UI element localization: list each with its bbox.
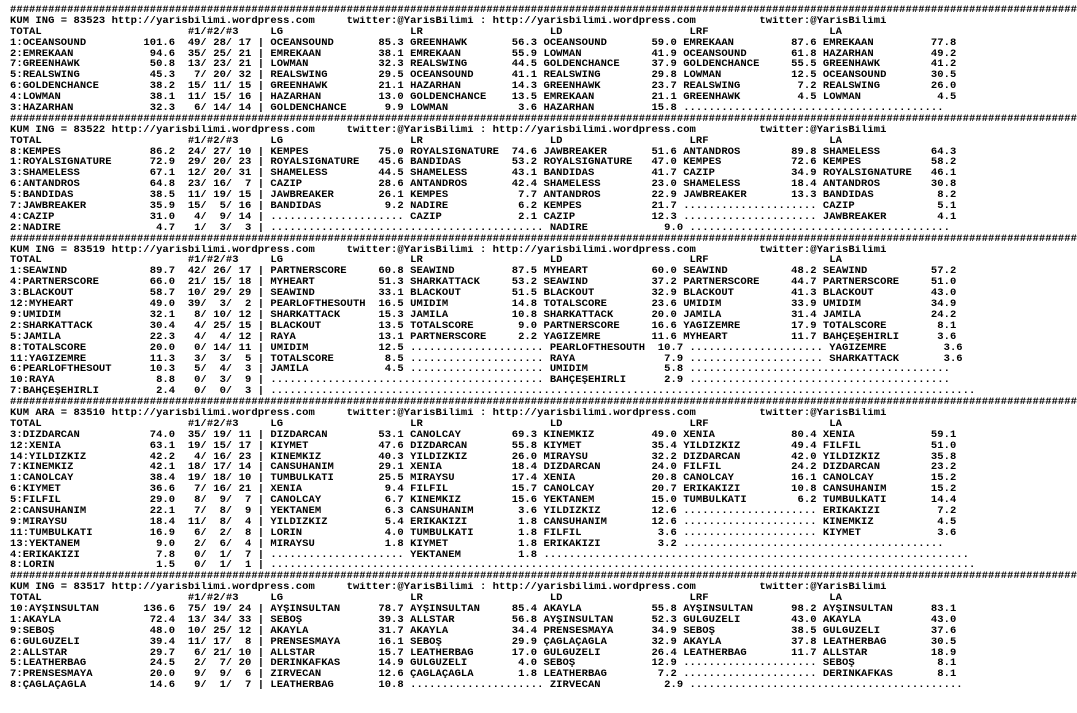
table-row: 10:AYŞINSULTAN 136.6 75/ 19/ 24 | AYŞINSULTAN 78.7 AYŞINSULTAN 85.4 AKAYLA 55.8 AYŞINSULTAN 98.2 AYŞINSULTAN 83.1 — [10, 603, 957, 615]
table-row: 3:DİZDARCAN 74.0 35/ 19/ 11 | DİZDARCAN 53.1 CANOLCAY 69.3 KİNEMKIZ 49.0 XENİA 80.4 XENİA 59.1 — [10, 429, 957, 441]
table-row: 5:REALSWING 45.3 7/ 20/ 32 | REALSWING 29.5 OCEANSOUND 41.1 REALSWING 29.8 LOWMAN 12.5 OCEANSOUND 30.5 — [10, 70, 957, 82]
table-row: 6:GOLDENCHANCE 38.2 15/ 11/ 15 | GREENHAWK 21.1 HAZARHAN 14.3 GREENHAWK 23.7 REALSWING 7.2 REALSWING 26.0 — [10, 81, 957, 93]
race-header: KUM ING = 83519 http://yarisbilimi.wordpress.com twitter:@YarisBilimi : http://yarisbilimi.wordpress.com twitter:@YarisBilimi — [10, 244, 887, 256]
table-row: 6:ANTANDROS 64.8 23/ 16/ 7 | CAZIP 28.6 ANTANDROS 42.4 SHAMELESS 23.0 SHAMELESS 18.4 ANTANDROS 30.8 — [10, 179, 957, 191]
table-row: 2:ALLSTAR 29.7 6/ 21/ 10 | ALLSTAR 15.7 LEATHERBAG 17.0 GÜLGÜZELİ 26.4 LEATHERBAG 11.7 ALLSTAR 18.9 — [10, 647, 957, 659]
column-header-row: TOTAL #1/#2/#3 LG LR LD LRF LA — [10, 26, 842, 38]
table-row: 7:BAHÇEŞEHİRLİ 2.4 0/ 0/ 3 | ............................................................................................................... — [10, 386, 976, 398]
table-row: 2:SHARKATTACK 30.4 4/ 25/ 15 | BLACKOUT 13.5 TOTALSCORE 9.0 PARTNERSCORE 16.6 YAĞIZEMRE 17.9 TOTALSCORE 8.1 — [10, 320, 957, 332]
table-row: 4:PARTNERSCORE 66.0 21/ 15/ 18 | MYHEART 51.3 SHARKATTACK 53.2 SEAWIND 37.2 PARTNERSCORE 44.7 PARTNERSCORE 51.0 — [10, 277, 957, 289]
table-row: 14:YILDIZKIZ 42.2 4/ 16/ 23 | KİNEMKIZ 40.3 YILDIZKIZ 26.0 MİRAYSU 32.2 DİZDARCAN 42.0 YILDIZKIZ 35.8 — [10, 451, 957, 463]
table-row: 2:CANSUHANIM 22.1 7/ 8/ 9 | YEKTANEM 6.3 CANSUHANIM 3.6 YILDIZKIZ 12.6 ..................... ERİKAKIZI 7.2 — [10, 505, 957, 517]
table-row: 5:BANDIDAS 38.5 11/ 19/ 15 | JAWBREAKER 26.1 KEMPES 7.7 ANTANDROS 22.9 JAWBREAKER 13.3 BANDIDAS 8.2 — [10, 190, 957, 202]
table-row: 2:NADİRE 4.7 1/ 3/ 3 | ........................................... NADİRE 9.0 ......................................... — [10, 222, 950, 234]
table-row: 6:GÜLGÜZELİ 39.4 11/ 17/ 8 | PRENSESMAYA 16.1 SEBOŞ 29.9 ÇAĞLAÇAĞLA 32.9 AKAYLA 37.8 LEATHERBAG 30.5 — [10, 636, 957, 648]
table-row: 1:OCEANSOUND 101.6 49/ 28/ 17 | OCEANSOUND 85.3 GREENHAWK 56.3 OCEANSOUND 59.0 EMREKAAN 87.6 EMREKAAN 77.8 — [10, 37, 957, 49]
table-row: 4:LOWMAN 38.1 11/ 15/ 16 | HAZARHAN 13.0 GOLDENCHANCE 13.5 EMREKAAN 21.1 GREENHAWK 4.5 LOWMAN 4.5 — [10, 92, 957, 104]
section-separator: ######################################################################################################################################################################## — [10, 233, 1077, 245]
table-row: 6:PEARLOFTHESOUT 10.3 5/ 4/ 3 | JAMILA 4.5 ..................... ÜMİDİM 5.8 ......................................... — [10, 364, 950, 376]
table-row: 8:TOTALSCORE 20.0 0/ 14/ 11 | ÜMİDİM 12.5 ..................... PEARLOFTHESOUTH 10.7 ..................... YAĞIZEMRE 3.6 — [10, 342, 963, 354]
results-text-block — [0, 5, 1077, 691]
table-row: 11:TUMBULKATI 16.9 6/ 2/ 8 | LORİN 4.0 TUMBULKATI 1.8 FİLFİL 3.6 ..................... KIYMET 3.6 — [10, 527, 957, 539]
table-row: 13:YEKTANEM 9.0 2/ 6/ 4 | MİRAYSU 1.8 KIYMET 1.8 ERİKAKIZI 3.2 ......................................... — [10, 538, 944, 550]
table-row: 8:ÇAĞLAÇAĞLA 14.6 9/ 1/ 7 | LEATHERBAG 10.8 ..................... ZİRVECAN 2.9 ........................................... — [10, 680, 963, 692]
race-header: KUM ING = 83523 http://yarisbilimi.wordpress.com twitter:@YarisBilimi : http://yarisbilimi.wordpress.com twitter:@YarisBilimi — [10, 15, 887, 27]
table-row: 4:ERİKAKIZI 7.8 0/ 1/ 7 | ..................... YEKTANEM 1.8 ................................................................... — [10, 549, 970, 561]
table-row: 3:BLACKOUT 58.7 10/ 29/ 29 | SEAWIND 33.1 BLACKOUT 51.5 BLACKOUT 32.9 BLACKOUT 41.3 BLACKOUT 43.0 — [10, 288, 957, 300]
table-row: 3:HAZARHAN 32.3 6/ 14/ 14 | GOLDENCHANCE 9.9 LOWMAN 3.6 HAZARHAN 15.8 ......................................... — [10, 103, 944, 114]
table-row: 1:ROYALSIGNATURE 72.9 29/ 20/ 23 | ROYALSIGNATURE 45.6 BANDIDAS 53.2 ROYALSIGNATURE 47.0 KEMPES 72.6 KEMPES 58.2 — [10, 157, 957, 169]
table-row: 5:FİLFİL 29.0 8/ 9/ 7 | CANOLCAY 6.7 KİNEMKIZ 15.6 YEKTANEM 15.0 TUMBULKATI 6.2 TUMBULKATI 14.4 — [10, 495, 957, 506]
column-header-row: TOTAL #1/#2/#3 LG LR LD LRF LA — [10, 135, 842, 147]
section-separator: ######################################################################################################################################################################## — [10, 113, 1077, 125]
column-header-row: TOTAL #1/#2/#3 LG LR LD LRF LA — [10, 418, 842, 430]
table-row: 10:RAYA 8.8 0/ 3/ 9 | ........................................... BAHÇEŞEHİRLİ 2.9 ......................................... — [10, 375, 950, 387]
table-row: 8:LORİN 1.5 0/ 1/ 1 | ............................................................................................................... — [10, 560, 976, 572]
race-results-sheet — [0, 5, 1077, 691]
table-row: 9:MİRAYSU 18.4 11/ 8/ 4 | YILDIZKIZ 5.4 ERİKAKIZI 1.8 CANSUHANIM 12.6 ..................... KİNEMKIZ 4.5 — [10, 516, 957, 528]
table-row: 6:KIYMET 36.6 7/ 16/ 21 | XENİA 9.4 FİLFİL 15.7 CANOLCAY 20.7 ERİKAKIZI 10.8 CANSUHANIM 15.2 — [10, 484, 957, 496]
section-separator: ######################################################################################################################################################################## — [10, 397, 1077, 408]
section-separator: ######################################################################################################################################################################## — [10, 571, 1077, 583]
column-header-row: TOTAL #1/#2/#3 LG LR LD LRF LA — [10, 255, 842, 267]
table-row: 9:SEBOŞ 48.0 10/ 25/ 12 | AKAYLA 31.7 AKAYLA 34.4 PRENSESMAYA 34.9 SEBOŞ 38.5 GÜLGÜZELİ 37.6 — [10, 625, 957, 637]
table-row: 7:JAWBREAKER 35.9 15/ 5/ 16 | BANDIDAS 9.2 NADİRE 6.2 KEMPES 21.7 ..................... CAZIP 5.1 — [10, 201, 957, 212]
race-header: KUM ING = 83522 http://yarisbilimi.wordpress.com twitter:@YarisBilimi : http://yarisbilimi.wordpress.com twitter:@YarisBilimi — [10, 124, 887, 136]
table-row: 3:SHAMELESS 67.1 12/ 20/ 31 | SHAMELESS 44.5 SHAMELESS 43.1 BANDIDAS 41.7 CAZIP 34.9 ROYALSIGNATURE 46.1 — [10, 168, 957, 180]
table-row: 8:KEMPES 86.2 24/ 27/ 10 | KEMPES 75.0 ROYALSIGNATURE 74.6 JAWBREAKER 51.6 ANTANDROS 89.8 SHAMELESS 64.3 — [10, 146, 957, 158]
table-row: 1:CANOLCAY 38.4 19/ 18/ 10 | TUMBULKATI 25.5 MİRAYSU 17.4 XENİA 20.8 CANOLCAY 16.1 CANOLCAY 15.2 — [10, 473, 957, 485]
table-row: 1:SEAWIND 89.7 42/ 26/ 17 | PARTNERSCORE 60.8 SEAWIND 87.5 MYHEART 60.0 SEAWIND 48.2 SEAWIND 57.2 — [10, 266, 957, 278]
table-row: 12:XENİA 63.1 19/ 15/ 17 | KIYMET 47.6 DİZDARCAN 55.8 KIYMET 35.4 YILDIZKIZ 49.4 FİLFİL 51.0 — [10, 440, 957, 452]
table-row: 7:GREENHAWK 50.8 13/ 23/ 21 | LOWMAN 32.3 REALSWING 44.5 GOLDENCHANCE 37.9 GOLDENCHANCE 55.5 GREENHAWK 41.2 — [10, 59, 957, 71]
column-header-row: TOTAL #1/#2/#3 LG LR LD LRF LA — [10, 593, 842, 604]
table-row: 5:JAMILA 22.3 4/ 4/ 12 | RAYA 13.1 PARTNERSCORE 2.2 YAĞIZEMRE 11.6 MYHEART 11.7 BAHÇEŞEHİRLİ 3.6 — [10, 331, 957, 343]
table-row: 1:AKAYLA 72.4 13/ 34/ 33 | SEBOŞ 39.3 ALLSTAR 56.8 AYŞINSULTAN 52.3 GÜLGÜZELİ 43.0 AKAYLA 43.0 — [10, 614, 957, 626]
table-row: 7:KİNEMKIZ 42.1 18/ 17/ 14 | CANSUHANIM 29.1 XENİA 18.4 DİZDARCAN 24.0 FİLFİL 24.2 DİZDARCAN 23.2 — [10, 462, 957, 474]
table-row: 4:CAZIP 31.0 4/ 9/ 14 | ..................... CAZIP 2.1 CAZIP 12.3 ..................... JAWBREAKER 4.1 — [10, 211, 957, 223]
table-row: 11:YAĞIZEMRE 11.3 3/ 3/ 5 | TOTALSCORE 8.5 ..................... RAYA 7.9 ..................... SHARKATTACK 3.6 — [10, 353, 963, 365]
section-separator: ######################################################################################################################################################################## — [10, 5, 1077, 16]
table-row: 5:LEATHERBAG 24.5 2/ 7/ 20 | DERİNKAFKAS 14.9 GÜLGÜZELİ 4.0 SEBOŞ 12.9 ..................... SEBOŞ 8.1 — [10, 658, 957, 670]
race-header: KUM ARA = 83510 http://yarisbilimi.wordpress.com twitter:@YarisBilimi : http://yarisbilimi.wordpress.com twitter:@YarisBilimi — [10, 407, 887, 419]
table-row: 7:PRENSESMAYA 20.0 9/ 9/ 6 | ZİRVECAN 12.6 ÇAĞLAÇAĞLA 1.8 LEATHERBAG 7.2 ..................... DERİNKAFKAS 8.1 — [10, 669, 957, 681]
table-row: 12:MYHEART 49.0 39/ 3/ 2 | PEARLOFTHESOUTH 16.5 ÜMİDİM 14.8 TOTALSCORE 23.6 ÜMİDİM 33.9 ÜMİDİM 34.9 — [10, 299, 957, 310]
table-row: 9:ÜMİDİM 32.1 8/ 10/ 12 | SHARKATTACK 15.3 JAMILA 10.8 SHARKATTACK 20.0 JAMILA 31.4 JAMILA 24.2 — [10, 309, 957, 321]
race-header: KUM ING = 83517 http://yarisbilimi.wordpress.com twitter:@YarisBilimi : http://yarisbilimi.wordpress.com twitter:@YarisBilimi — [10, 582, 887, 594]
table-row: 2:EMREKAAN 94.6 35/ 25/ 21 | EMREKAAN 38.1 EMREKAAN 55.9 LOWMAN 41.9 OCEANSOUND 61.8 HAZARHAN 49.2 — [10, 48, 957, 60]
